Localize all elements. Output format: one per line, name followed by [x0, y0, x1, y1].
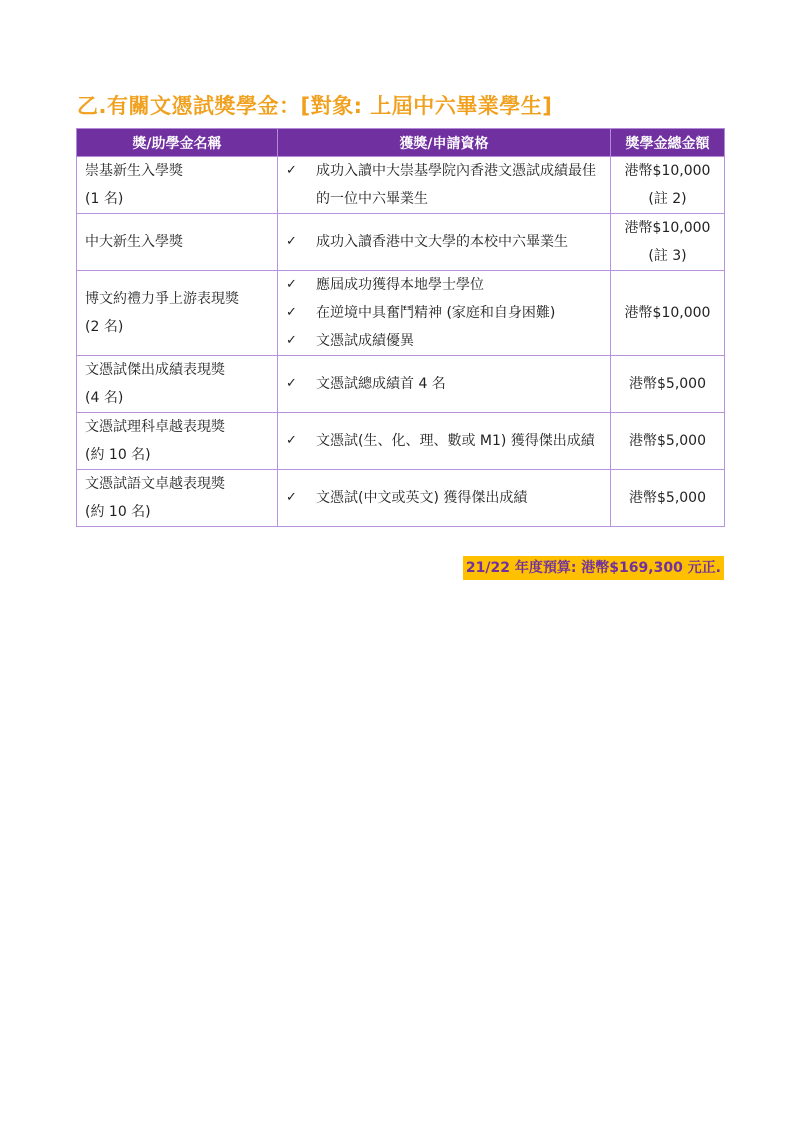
award-amount: 港幣$10,000 — [624, 163, 711, 179]
award-name: 崇基新生入學獎 — [85, 163, 183, 179]
criteria-text: 文憑試(生、化、理、數或 M1) 獲得傑出成績 — [316, 433, 595, 449]
award-name: 中大新生入學獎 — [85, 234, 183, 250]
criteria-cell — [278, 356, 611, 413]
award-quota: (2 名) — [85, 319, 124, 335]
check-icon: ✓ — [286, 305, 297, 320]
criteria-text: 文憑試總成績首 4 名 — [316, 376, 446, 392]
award-name-cell — [77, 470, 278, 527]
header-criteria: 獲獎/申請資格 — [278, 129, 611, 157]
criteria-item — [286, 327, 602, 355]
award-quota: (約 10 名) — [85, 504, 151, 520]
check-icon: ✓ — [286, 433, 297, 448]
criteria-text: 文憑試成績優異 — [316, 333, 414, 349]
table-row — [77, 214, 725, 271]
table-row — [77, 271, 725, 356]
criteria-cell — [278, 271, 611, 356]
amount-cell — [611, 157, 725, 214]
award-name: 文憑試理科卓越表現獎 — [85, 419, 225, 435]
award-amount: 港幣$5,000 — [629, 433, 706, 449]
amount-cell — [611, 271, 725, 356]
criteria-text: 應屆成功獲得本地學士學位 — [316, 277, 484, 293]
amount-note: (註 2) — [648, 191, 687, 207]
table-row — [77, 157, 725, 214]
award-quota: (4 名) — [85, 390, 124, 406]
criteria-text: 成功入讀香港中文大學的本校中六畢業生 — [316, 234, 568, 250]
table-row — [77, 356, 725, 413]
check-icon: ✓ — [286, 234, 297, 249]
section-title: 乙.有關文憑試獎學金：[對象: 上屆中六畢業學生] — [77, 94, 553, 118]
award-quota: (1 名) — [85, 191, 124, 207]
check-icon: ✓ — [286, 490, 297, 505]
budget-note: 21/22 年度預算: 港幣$169,300 元正. — [463, 556, 724, 580]
award-name: 文憑試傑出成績表現獎 — [85, 362, 225, 378]
criteria-item — [286, 228, 602, 256]
award-name-cell — [77, 413, 278, 470]
award-name-cell — [77, 356, 278, 413]
award-name-cell — [77, 157, 278, 214]
table-row — [77, 413, 725, 470]
criteria-item — [286, 370, 602, 398]
check-icon: ✓ — [286, 277, 297, 292]
amount-cell — [611, 356, 725, 413]
award-name: 文憑試語文卓越表現獎 — [85, 476, 225, 492]
criteria-cell — [278, 214, 611, 271]
amount-cell — [611, 214, 725, 271]
criteria-text: 在逆境中具奮鬥精神 (家庭和自身困難) — [316, 305, 556, 321]
table-row — [77, 470, 725, 527]
criteria-item — [286, 299, 602, 327]
award-name: 博文約禮力爭上游表現獎 — [85, 291, 239, 307]
amount-note: (註 3) — [648, 248, 687, 264]
award-name-cell — [77, 271, 278, 356]
header-amount: 獎學金總金額 — [611, 129, 725, 157]
award-quota: (約 10 名) — [85, 447, 151, 463]
criteria-item — [286, 271, 602, 299]
criteria-item — [286, 157, 602, 213]
criteria-item — [286, 484, 602, 512]
criteria-cell — [278, 470, 611, 527]
awards-table — [76, 128, 725, 527]
award-amount: 港幣$10,000 — [624, 305, 711, 321]
check-icon: ✓ — [286, 163, 297, 178]
amount-cell — [611, 470, 725, 527]
award-name-cell — [77, 214, 278, 271]
criteria-text: 文憑試(中文或英文) 獲得傑出成績 — [316, 490, 528, 506]
check-icon: ✓ — [286, 333, 297, 348]
award-amount: 港幣$5,000 — [629, 376, 706, 392]
award-amount: 港幣$5,000 — [629, 490, 706, 506]
criteria-item — [286, 427, 602, 455]
criteria-text: 成功入讀中大崇基學院內香港文憑試成績最佳的一位中六畢業生 — [316, 163, 596, 207]
header-award-name: 獎/助學金名稱 — [77, 129, 278, 157]
amount-cell — [611, 413, 725, 470]
criteria-cell — [278, 413, 611, 470]
check-icon: ✓ — [286, 376, 297, 391]
award-amount: 港幣$10,000 — [624, 220, 711, 236]
criteria-cell — [278, 157, 611, 214]
table-header-row — [77, 129, 725, 157]
